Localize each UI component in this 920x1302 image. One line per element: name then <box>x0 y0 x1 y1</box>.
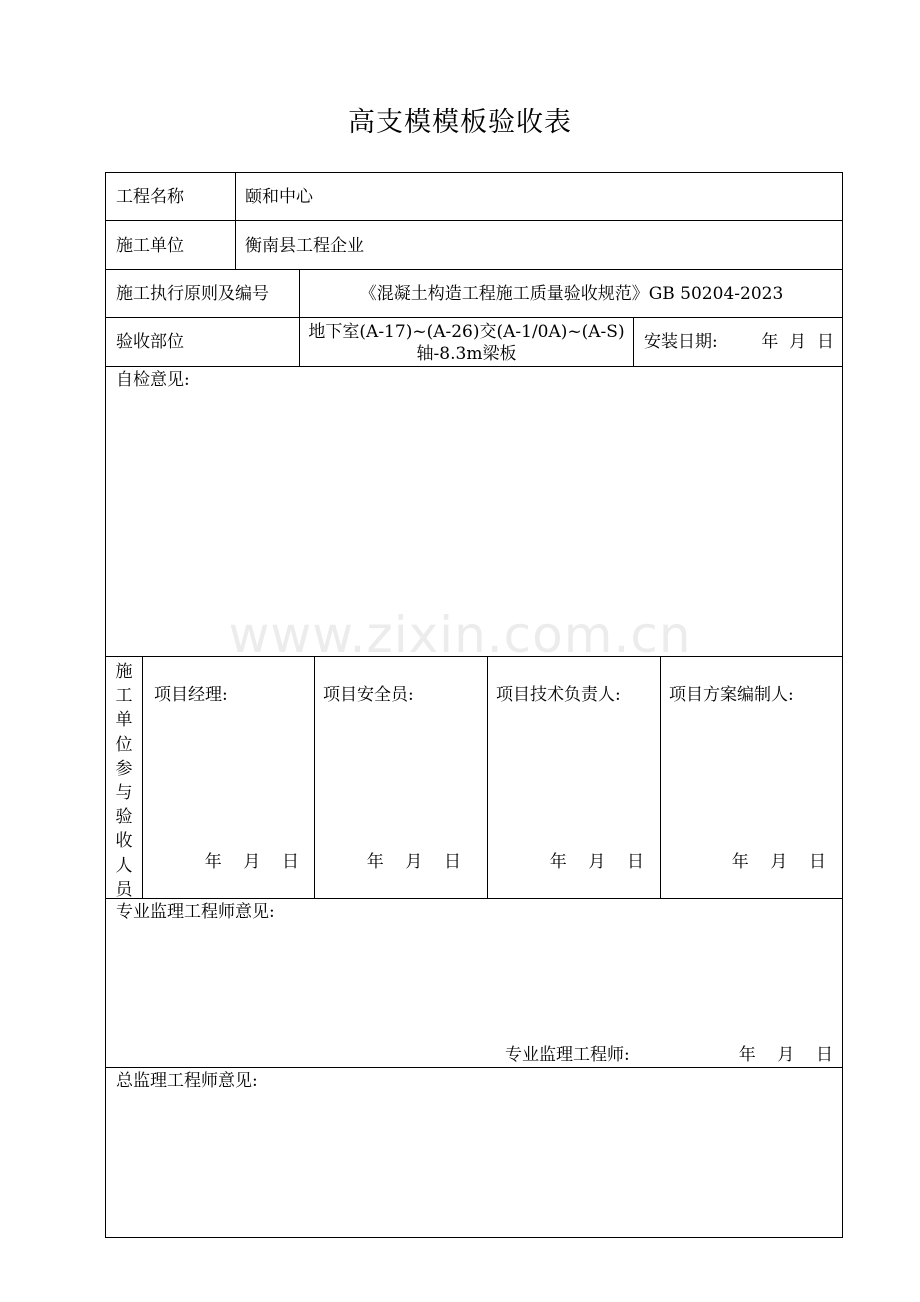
column-divider <box>660 656 661 898</box>
column-divider <box>487 656 488 898</box>
participant-date: 年 月 日 <box>366 852 461 872</box>
participants-label-char: 收 <box>115 831 133 852</box>
participants-label-char: 参 <box>115 758 133 779</box>
column-divider <box>314 656 315 898</box>
row-divider <box>105 1067 843 1068</box>
standard-value: 《混凝土构造工程施工质量验收规范》GB 50204-2023 <box>359 284 784 304</box>
column-divider <box>235 172 236 269</box>
column-divider <box>142 656 143 898</box>
install-date-value: 年 月 日 <box>761 332 834 352</box>
row-divider <box>105 269 843 270</box>
participant-date: 年 月 日 <box>204 852 299 872</box>
project-name-label: 工程名称 <box>116 187 184 207</box>
chief-supervisor-opinion-label: 总监理工程师意见: <box>116 1071 258 1091</box>
supervisor-signer-label: 专业监理工程师: <box>505 1045 630 1065</box>
participants-label-char: 单 <box>115 710 133 731</box>
location-value-line2: 轴-8.3m梁板 <box>416 344 517 364</box>
participants-label-char: 施 <box>115 662 133 682</box>
standard-label: 施工执行原则及编号 <box>116 284 269 304</box>
participants-label-char: 工 <box>115 686 133 707</box>
row-divider <box>105 898 843 899</box>
location-value-line1: 地下室(A-17)~(A-26)交(A-1/0A)~(A-S) <box>308 322 625 342</box>
row-divider <box>105 366 843 367</box>
row-divider <box>105 220 843 221</box>
supervisor-opinion-label: 专业监理工程师意见: <box>116 902 275 922</box>
install-date-label: 安装日期: <box>644 332 718 352</box>
row-divider <box>105 317 843 318</box>
participant-date: 年 月 日 <box>549 852 644 872</box>
project-name-value: 颐和中心 <box>245 187 313 207</box>
self-check-label: 自检意见: <box>116 370 190 390</box>
contractor-label: 施工单位 <box>116 236 184 256</box>
participant-date: 年 月 日 <box>731 852 826 872</box>
column-divider <box>633 317 634 366</box>
page-title: 高支模模板验收表 <box>348 107 572 138</box>
participants-label-char: 位 <box>115 734 133 755</box>
project-manager-label: 项目经理: <box>154 685 228 705</box>
participants-label-char: 与 <box>115 783 133 804</box>
supervisor-date: 年 月 日 <box>738 1045 833 1065</box>
participants-label <box>106 657 142 900</box>
contractor-value: 衡南县工程企业 <box>245 236 364 256</box>
safety-officer-label: 项目安全员: <box>323 685 414 705</box>
location-label: 验收部位 <box>116 332 184 352</box>
watermark-text: www.zixin.com.cn <box>228 606 692 664</box>
participants-label-char: 验 <box>115 807 133 828</box>
participants-label-char: 人 <box>115 855 133 876</box>
participants-label-char: 员 <box>115 879 133 900</box>
technical-lead-label: 项目技术负责人: <box>496 685 621 705</box>
plan-author-label: 项目方案编制人: <box>669 685 794 705</box>
